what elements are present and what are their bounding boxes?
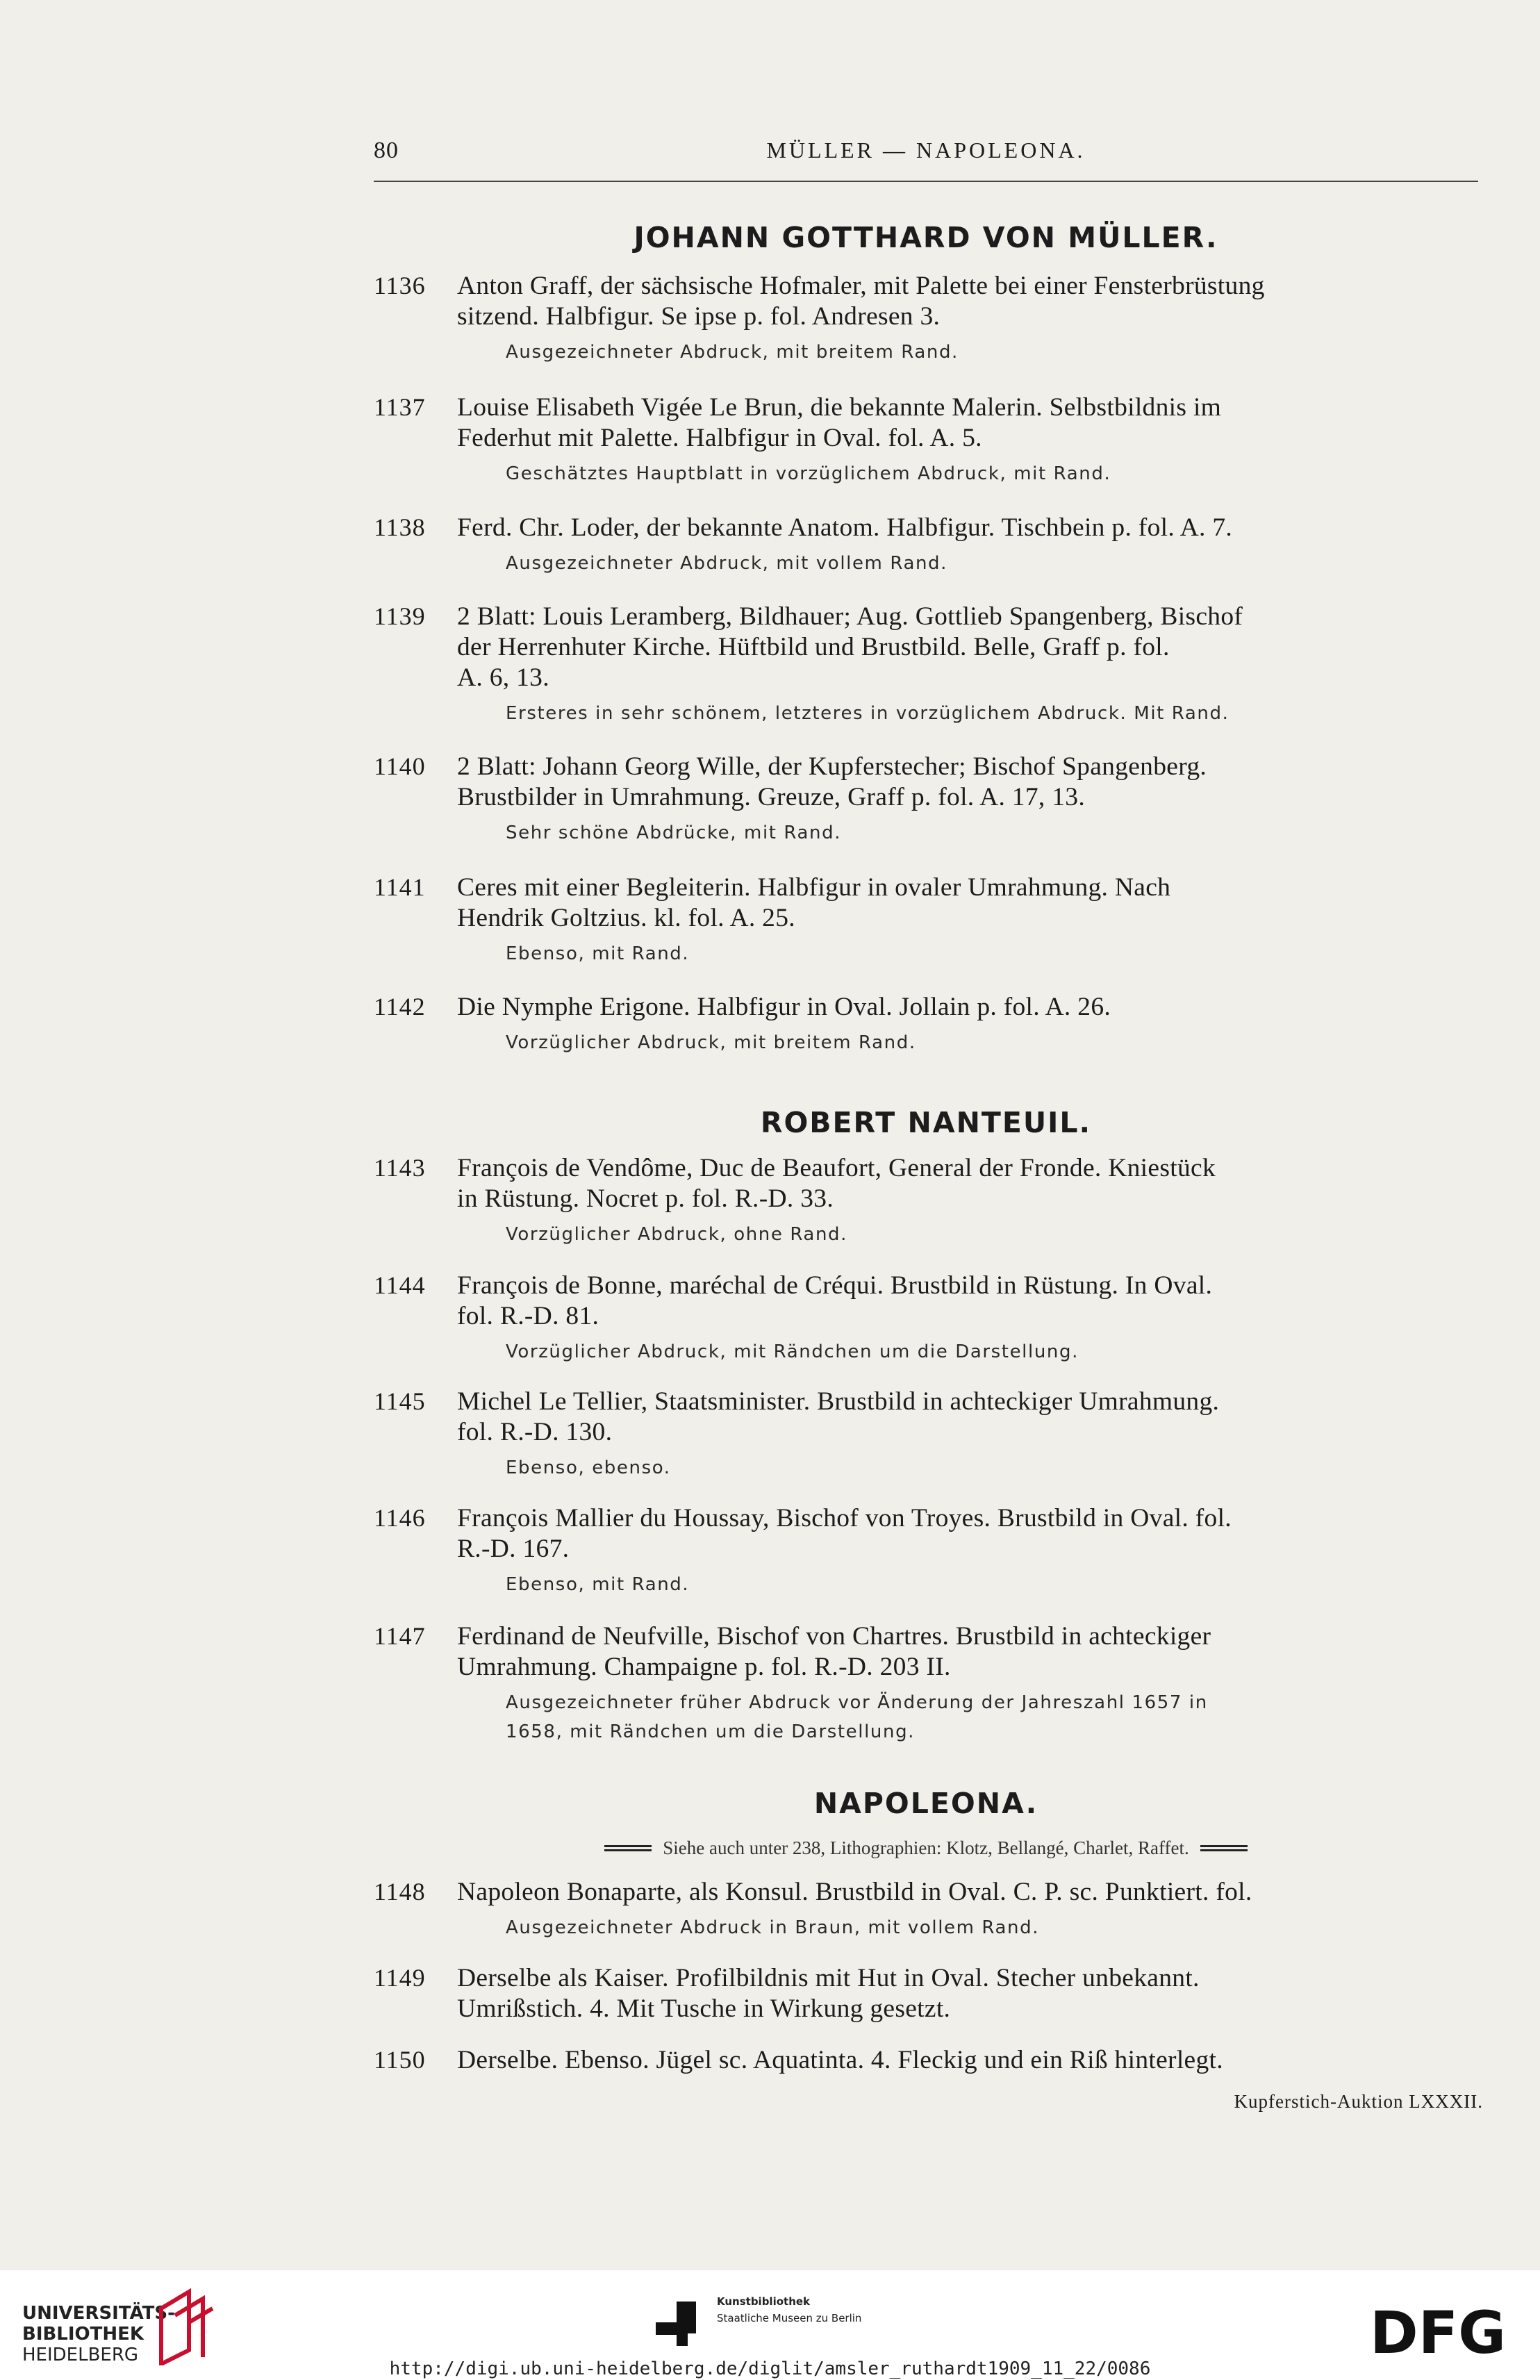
lot-entry [374, 752, 1484, 848]
catalogue-signature: Kupferstich-Auktion LXXXII. [1234, 2091, 1483, 2112]
lot-number: 1142 [374, 993, 426, 1020]
lot-entry [374, 992, 1484, 1057]
lot-number: 1148 [374, 1878, 426, 1906]
dfg-logo-text: DFG [1370, 2306, 1507, 2361]
note-line: Vorzüglicher Abdruck, mit breitem Rand. [506, 1032, 916, 1053]
lot-line: R.-D. 167. [457, 1535, 570, 1563]
lot-description [457, 271, 1484, 332]
lot-line: fol. R.-D. 130. [457, 1418, 613, 1446]
library-name-line: HEIDELBERG [22, 2345, 139, 2365]
lot-description [457, 2045, 1484, 2076]
double-rule-right [1200, 1845, 1248, 1851]
lot-line: fol. R.-D. 81. [457, 1302, 599, 1330]
kb-subtitle: Staatliche Museen zu Berlin [717, 2312, 862, 2324]
lot-line: François de Bonne, maréchal de Créqui. Brustbild in Rüstung. In Oval. [457, 1271, 1213, 1300]
lot-description [457, 602, 1484, 693]
lot-line: Federhut mit Palette. Halbfigur in Oval. fol. A. 5. [457, 424, 982, 452]
note-line: Ersteres in sehr schönem, letzteres in vorzüglichem Abdruck. Mit Rand. [506, 703, 1229, 724]
lot-description [457, 1503, 1484, 1564]
lot-number: 1150 [374, 2046, 426, 2074]
lot-condition-note [506, 939, 1484, 968]
lot-number: 1140 [374, 752, 426, 780]
lot-description [457, 1387, 1484, 1448]
lot-line: Ferd. Chr. Loder, der bekannte Anatom. Halbfigur. Tischbein p. fol. A. 7. [457, 513, 1233, 542]
note-line: 1658, mit Rändchen um die Darstellung. [506, 1721, 916, 1742]
lot-line: 2 Blatt: Johann Georg Wille, der Kupferstecher; Bischof Spangenberg. [457, 752, 1207, 781]
lot-entry [374, 1503, 1484, 1599]
lot-line: Die Nymphe Erigone. Halbfigur in Oval. Jollain p. fol. A. 26. [457, 993, 1111, 1021]
lot-line: 2 Blatt: Louis Leramberg, Bildhauer; Aug. Gottlieb Spangenberg, Bischof [457, 602, 1243, 631]
lot-description [457, 992, 1484, 1023]
section-heading-napoleona: NAPOLEONA. [813, 1787, 1038, 1820]
lot-description [457, 752, 1484, 813]
see-also-reference [374, 1837, 1478, 1859]
double-rule-left [604, 1845, 652, 1851]
note-line: Ausgezeichneter Abdruck, mit breitem Rand. [506, 342, 959, 363]
lot-entry [374, 1387, 1484, 1482]
permalink-url[interactable]: http://digi.ub.uni-heidelberg.de/diglit/amsler_ruthardt1909_11_22/0086 [389, 2358, 1151, 2379]
note-line: Vorzüglicher Abdruck, ohne Rand. [506, 1224, 848, 1245]
header-rule [374, 181, 1478, 182]
note-line: Ausgezeichneter früher Abdruck vor Änderung der Jahreszahl 1657 in [506, 1692, 1208, 1713]
lot-line: Umrißstich. 4. Mit Tusche in Wirkung gesetzt. [457, 1994, 951, 2023]
lot-entry [374, 392, 1484, 488]
lot-description [457, 1271, 1484, 1332]
section-heading-nanteuil: ROBERT NANTEUIL. [760, 1106, 1092, 1139]
lot-line: Anton Graff, der sächsische Hofmaler, mit Palette bei einer Fensterbrüstung [457, 272, 1265, 300]
lot-number: 1145 [374, 1387, 426, 1415]
lot-number: 1137 [374, 393, 426, 421]
lot-line: Derselbe. Ebenso. Jügel sc. Aquatinta. 4. Fleckig und ein Riß hinterlegt. [457, 2046, 1223, 2074]
lot-condition-note [506, 1028, 1484, 1057]
lot-entry [374, 1963, 1484, 2024]
lot-condition-note [506, 338, 1484, 367]
kunstbibliothek-logo-icon [656, 2302, 707, 2346]
lot-number: 1136 [374, 272, 426, 299]
note-line: Ebenso, mit Rand. [506, 1574, 690, 1595]
library-name-line: UNIVERSITÄTS- [22, 2303, 175, 2324]
lot-line: A. 6, 13. [457, 663, 549, 692]
dfg-logo[interactable] [1370, 2306, 1523, 2361]
university-library-logo[interactable] [22, 2303, 175, 2365]
lot-line: Brustbilder in Umrahmung. Greuze, Graff p. fol. A. 17, 13. [457, 783, 1086, 811]
lot-entry [374, 513, 1484, 578]
lot-description [457, 1153, 1484, 1214]
kb-title: Kunstbibliothek [717, 2295, 811, 2308]
lot-entry [374, 1153, 1484, 1249]
note-line: Sehr schöne Abdrücke, mit Rand. [506, 823, 842, 843]
lot-entry [374, 1877, 1484, 1942]
lot-condition-note [506, 549, 1484, 578]
lot-condition-note [506, 818, 1484, 848]
lot-condition-note [506, 1570, 1484, 1599]
lot-description [457, 1963, 1484, 2024]
lot-line: Ceres mit einer Begleiterin. Halbfigur in ovaler Umrahmung. Nach [457, 873, 1171, 902]
lot-condition-note [506, 1337, 1484, 1366]
running-title: MÜLLER — NAPOLEONA. [766, 138, 1086, 163]
running-head [374, 138, 1478, 168]
lot-entry [374, 602, 1484, 728]
lot-line: der Herrenhuter Kirche. Hüftbild und Brustbild. Belle, Graff p. fol. [457, 633, 1170, 661]
lot-number: 1138 [374, 513, 426, 541]
lot-line: Hendrik Goltzius. kl. fol. A. 25. [457, 904, 795, 932]
lot-line: Derselbe als Kaiser. Profilbildnis mit Hut in Oval. Stecher unbekannt. [457, 1964, 1200, 1992]
viewer-footer [0, 2269, 1540, 2380]
note-line: Ausgezeichneter Abdruck, mit vollem Rand. [506, 553, 948, 574]
note-line: Ebenso, mit Rand. [506, 943, 690, 964]
lot-line: Ferdinand de Neufville, Bischof von Chartres. Brustbild in achteckiger [457, 1622, 1211, 1651]
see-also-text: Siehe auch unter 238, Lithographien: Klotz, Bellangé, Charlet, Raffet. [663, 1837, 1189, 1858]
library-name-line: BIBLIOTHEK [22, 2324, 144, 2345]
lot-line: Umrahmung. Champaigne p. fol. R.-D. 203 II. [457, 1653, 951, 1681]
lot-number: 1141 [374, 873, 426, 901]
lot-description [457, 873, 1484, 934]
kunstbibliothek-label[interactable] [717, 2293, 861, 2327]
ub-heidelberg-mark-icon [154, 2288, 214, 2365]
lot-entry [374, 2045, 1484, 2076]
lot-line: Napoleon Bonaparte, als Konsul. Brustbild in Oval. C. P. sc. Punktiert. fol. [457, 1878, 1252, 1906]
lot-line: in Rüstung. Nocret p. fol. R.-D. 33. [457, 1184, 834, 1213]
note-line: Ausgezeichneter Abdruck in Braun, mit vollem Rand. [506, 1917, 1040, 1938]
note-line: Vorzüglicher Abdruck, mit Rändchen um die Darstellung. [506, 1341, 1079, 1362]
lot-condition-note [506, 1220, 1484, 1249]
lot-entry [374, 873, 1484, 968]
lot-number: 1139 [374, 602, 426, 630]
lot-line: François de Vendôme, Duc de Beaufort, General der Fronde. Kniestück [457, 1154, 1216, 1182]
lot-number: 1149 [374, 1964, 426, 1992]
lot-entry [374, 1271, 1484, 1366]
lot-condition-note [506, 699, 1484, 728]
lot-number: 1144 [374, 1271, 426, 1299]
lot-entry [374, 1621, 1484, 1746]
lot-line: François Mallier du Houssay, Bischof von Troyes. Brustbild in Oval. fol. [457, 1504, 1232, 1532]
lot-description [457, 392, 1484, 454]
lot-condition-note [506, 1688, 1484, 1746]
lot-number: 1147 [374, 1622, 426, 1650]
lot-description [457, 1621, 1484, 1683]
lot-number: 1143 [374, 1154, 426, 1182]
lot-condition-note [506, 1913, 1484, 1942]
note-line: Geschätztes Hauptblatt in vorzüglichem Abdruck, mit Rand. [506, 463, 1111, 484]
lot-condition-note [506, 1453, 1484, 1482]
page-number: 80 [374, 138, 399, 163]
lot-line: sitzend. Halbfigur. Se ipse p. fol. Andresen 3. [457, 302, 941, 331]
lot-line: Louise Elisabeth Vigée Le Brun, die bekannte Malerin. Selbstbildnis im [457, 393, 1222, 422]
lot-entry [374, 271, 1484, 367]
lot-description [457, 513, 1484, 543]
lot-description [457, 1877, 1484, 1908]
lot-line: Michel Le Tellier, Staatsminister. Brustbild in achteckiger Umrahmung. [457, 1387, 1220, 1416]
lot-number: 1146 [374, 1504, 426, 1532]
section-heading-mueller: JOHANN GOTTHARD VON MÜLLER. [634, 221, 1218, 254]
lot-condition-note [506, 459, 1484, 488]
note-line: Ebenso, ebenso. [506, 1457, 671, 1478]
